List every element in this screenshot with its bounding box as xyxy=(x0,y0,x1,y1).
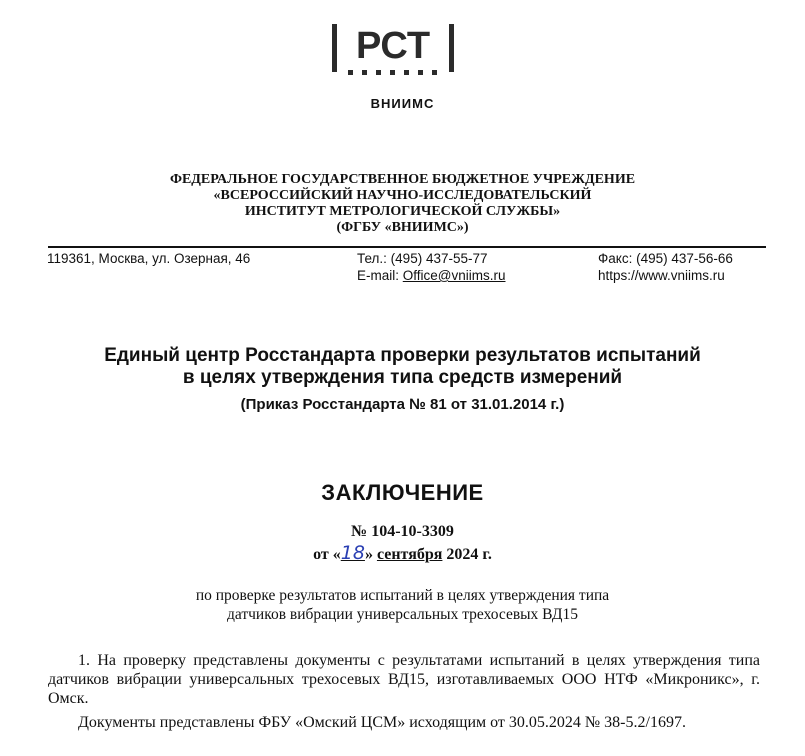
subject-line-1: по проверке результатов испытаний в целях утверждения типа xyxy=(195,587,610,604)
order-reference: (Приказ Росстандарта № 81 от 31.01.2014 г.) xyxy=(240,396,565,413)
address: 119361, Москва, ул. Озерная, 46 xyxy=(47,251,251,266)
website-link[interactable]: https://www.vniims.ru xyxy=(598,268,725,283)
org-line-3: ИНСТИТУТ МЕТРОЛОГИЧЕСКОЙ СЛУЖБЫ» xyxy=(244,204,561,219)
center-title xyxy=(0,345,805,389)
document-date xyxy=(0,542,805,564)
fax: Факс: (495) 437-56-66 xyxy=(598,251,733,266)
header-divider xyxy=(48,246,766,248)
org-line-1: ФЕДЕРАЛЬНОЕ ГОСУДАРСТВЕННОЕ БЮДЖЕТНОЕ УЧРЕЖДЕНИЕ xyxy=(169,172,636,187)
email-line xyxy=(357,267,506,284)
organization-name xyxy=(0,172,805,236)
logo-subtitle: ВНИИМС xyxy=(370,96,435,111)
body-paragraph-2: Документы представлены ФБУ «Омский ЦСМ» исходящим от 30.05.2024 № 38-5.2/1697. xyxy=(78,714,686,731)
handwritten-day: 18 xyxy=(340,542,365,564)
date-prefix: от « xyxy=(313,546,341,563)
logo-text: РСТ xyxy=(355,25,431,67)
org-line-4: (ФГБУ «ВНИИМС») xyxy=(336,220,469,235)
fax-website-block xyxy=(598,250,733,284)
date-suffix: 2024 г. xyxy=(442,546,492,563)
center-title-line-1: Единый центр Росстандарта проверки результатов испытаний xyxy=(104,345,701,366)
center-title-line-2: в целях утверждения типа средств измерений xyxy=(182,367,623,388)
body-paragraph-1: 1. На проверку представлены документы с результатами испытаний в целях утверждения типа датчиков вибрации универсальных трехосевых ВД15, изготавливаемых ООО НТФ «Микроникс», г. Омск. xyxy=(48,652,760,707)
phone: Тел.: (495) 437-55-77 xyxy=(357,251,488,266)
date-mid: » xyxy=(364,546,377,563)
document-subject xyxy=(0,586,805,624)
org-line-2: «ВСЕРОССИЙСКИЙ НАУЧНО-ИССЛЕДОВАТЕЛЬСКИЙ xyxy=(213,188,592,203)
date-month: сентября xyxy=(376,546,443,563)
email-prefix: E-mail: xyxy=(357,268,403,283)
subject-line-2: датчиков вибрации универсальных трехосевых ВД15 xyxy=(226,606,579,623)
document-number: № 104-10-3309 xyxy=(351,523,454,540)
rst-logo xyxy=(328,22,458,82)
phone-email-block xyxy=(357,250,506,284)
email-link[interactable]: Office@vniims.ru xyxy=(402,268,506,283)
document-heading: ЗАКЛЮЧЕНИЕ xyxy=(321,480,484,505)
